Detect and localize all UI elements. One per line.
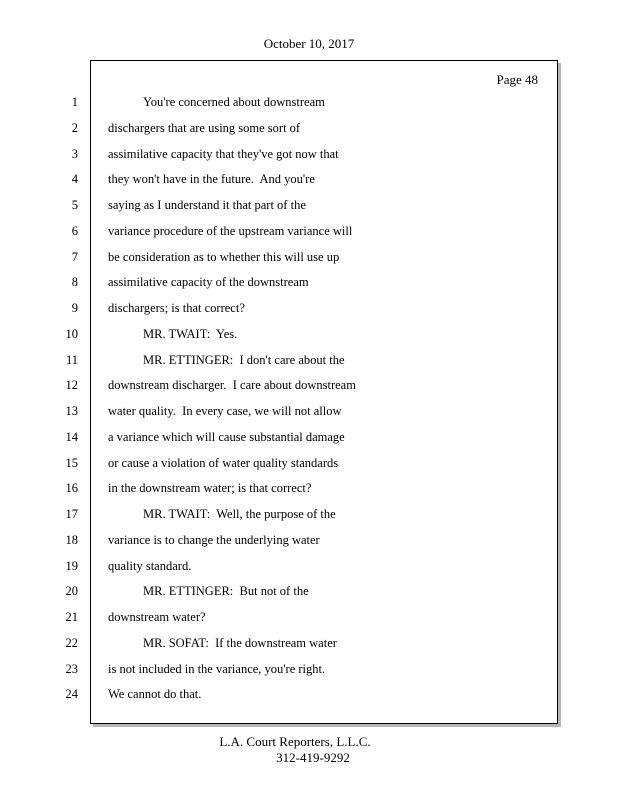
line-number: 22 — [65, 635, 78, 650]
line-text: MR. TWAIT: Yes. — [143, 326, 238, 341]
line-number: 19 — [65, 558, 78, 573]
line-number: 9 — [71, 301, 78, 315]
line-text: dischargers that are using some sort of — [108, 120, 301, 135]
line-text: saying as I understand it that part of the — [108, 198, 306, 212]
line-text: a variance which will cause substantial damage — [108, 429, 345, 444]
transcript-line — [0, 685, 560, 703]
line-number: 14 — [65, 429, 78, 444]
transcript-line — [0, 505, 560, 523]
transcript-line — [0, 325, 560, 343]
line-number: 20 — [65, 584, 78, 599]
transcript-line — [0, 93, 560, 111]
line-number: 5 — [71, 198, 78, 212]
line-number: 6 — [71, 223, 78, 238]
line-text: be consideration as to whether this will use up — [108, 249, 340, 264]
line-number: 2 — [71, 120, 78, 135]
transcript-line — [0, 248, 560, 266]
line-number: 7 — [71, 249, 78, 264]
line-number: 24 — [65, 687, 78, 702]
transcript-line — [0, 170, 560, 188]
line-number: 13 — [65, 404, 78, 418]
line-text: dischargers; is that correct? — [108, 301, 245, 315]
line-number: 23 — [65, 661, 78, 676]
page-number: Page 48 — [496, 72, 538, 87]
transcript-line — [0, 531, 560, 549]
line-text: water quality. In every case, we will not allow — [108, 404, 342, 418]
transcript-line — [0, 660, 560, 678]
line-number: 15 — [65, 455, 78, 470]
line-number: 12 — [65, 378, 78, 393]
line-number: 10 — [65, 326, 78, 341]
transcript-line — [0, 299, 560, 317]
line-number: 18 — [65, 532, 78, 547]
line-text: downstream water? — [108, 610, 206, 624]
transcript-line — [0, 273, 560, 291]
line-text: quality standard. — [108, 558, 192, 573]
transcript-line — [0, 402, 560, 420]
line-number: 8 — [71, 275, 78, 290]
transcript-line — [0, 582, 560, 600]
line-text: MR. TWAIT: Well, the purpose of the — [143, 507, 336, 521]
line-text: in the downstream water; is that correct? — [108, 481, 312, 496]
transcript-line — [0, 428, 560, 446]
line-text: is not included in the variance, you're right. — [108, 661, 326, 676]
line-text: assimilative capacity of the downstream — [108, 275, 309, 290]
line-text: You're concerned about downstream — [143, 95, 325, 109]
line-number: 17 — [65, 507, 78, 521]
line-number: 21 — [65, 610, 78, 624]
line-text: MR. ETTINGER: I don't care about the — [143, 352, 345, 367]
transcript-line — [0, 376, 560, 394]
line-text: MR. SOFAT: If the downstream water — [143, 635, 337, 650]
transcript-line — [0, 608, 560, 626]
line-text: We cannot do that. — [108, 687, 202, 702]
line-text: they won't have in the future. And you're — [108, 172, 315, 187]
line-number: 1 — [71, 95, 78, 109]
header-date: October 10, 2017 — [263, 36, 355, 51]
line-text: downstream discharger. I care about downstream — [108, 378, 356, 393]
transcript-line — [0, 454, 560, 472]
line-number: 11 — [65, 352, 78, 367]
footer-phone: 312-419-9292 — [276, 750, 350, 765]
line-text: variance procedure of the upstream variance will — [108, 223, 353, 238]
line-text: or cause a violation of water quality standards — [108, 455, 339, 470]
footer-company: L.A. Court Reporters, L.L.C. — [219, 734, 371, 749]
line-text: assimilative capacity that they've got now that — [108, 146, 339, 161]
line-number: 3 — [71, 146, 78, 161]
transcript-line — [0, 145, 560, 163]
transcript-line — [0, 222, 560, 240]
transcript-line — [0, 634, 560, 652]
transcript-line — [0, 557, 560, 575]
transcript-line — [0, 119, 560, 137]
transcript-line — [0, 479, 560, 497]
line-number: 16 — [65, 481, 78, 496]
transcript-line — [0, 196, 560, 214]
line-text: variance is to change the underlying water — [108, 532, 320, 547]
line-text: MR. ETTINGER: But not of the — [143, 584, 309, 599]
line-number: 4 — [71, 172, 78, 187]
transcript-line — [0, 351, 560, 369]
